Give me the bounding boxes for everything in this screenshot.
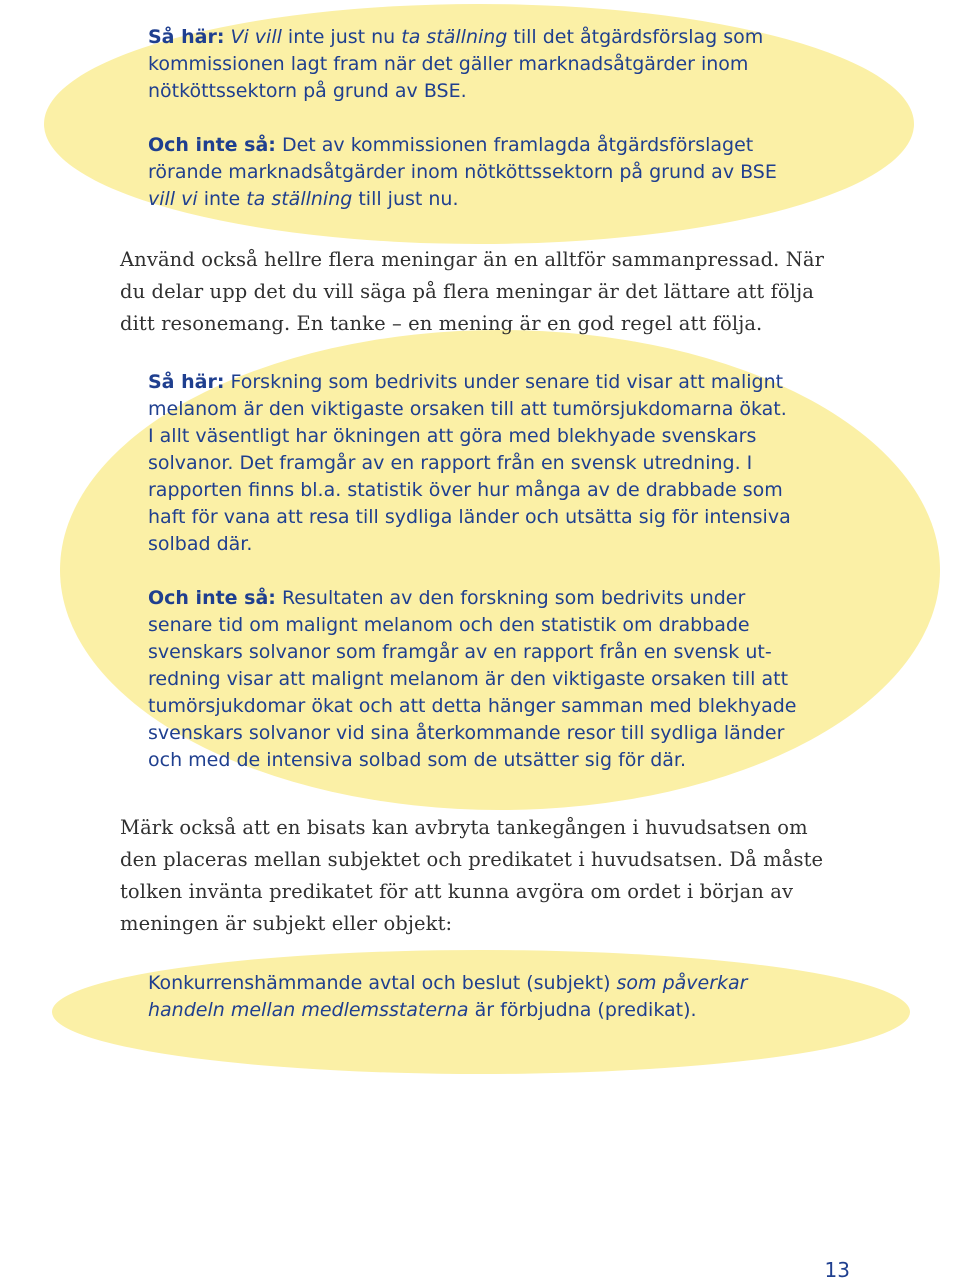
body-line: ditt resonemang. En tanke – en mening är en god regel att följa. (120, 312, 763, 335)
example-line (148, 24, 763, 51)
italic-text: som påverkar (616, 972, 748, 994)
text: till just nu. (352, 188, 459, 210)
example-line: kommissionen lagt fram när det gäller marknadsåtgärder inom (148, 53, 749, 75)
example-line: senare tid om malignt melanom och den statistik om drabbade (148, 614, 750, 636)
text: är förbjudna (predikat). (468, 999, 697, 1021)
italic-text: vill vi (148, 188, 198, 210)
example-line: melanom är den viktigaste orsaken till att tumörsjukdomarna ökat. (148, 398, 787, 420)
example-line: nötköttssektorn på grund av BSE. (148, 80, 467, 102)
italic-text: handeln mellan medlemsstaterna (148, 999, 469, 1021)
example-label: Och inte så: (148, 134, 276, 156)
body-paragraph-1 (120, 244, 824, 340)
example-line: och med de intensiva solbad som de utsätter sig för där. (148, 749, 687, 771)
example-subject-predicate (148, 970, 748, 1024)
example-line: svenskars solvanor vid sina återkommande resor till sydliga länder (148, 722, 785, 744)
page-number: 13 (824, 1258, 850, 1282)
example-line: redning visar att malignt melanom är den viktigaste orsaken till att (148, 668, 789, 690)
example-line (148, 369, 791, 396)
example-line: svenskars solvanor som framgår av en rapport från en svensk ut- (148, 641, 772, 663)
example-label: Så här: (148, 26, 225, 48)
italic-text: Vi vill (230, 26, 282, 48)
example-line (148, 970, 748, 997)
body-line: Använd också hellre flera meningar än en alltför sammanpressad. När (120, 248, 825, 271)
example-good-1 (148, 24, 763, 105)
example-line: I allt väsentligt har ökningen att göra med blekhyade svenskars (148, 425, 757, 447)
example-line (148, 186, 777, 213)
body-line: meningen är subjekt eller objekt: (120, 912, 453, 935)
example-line: rörande marknadsåtgärder inom nötköttssektorn på grund av BSE (148, 161, 777, 183)
text: till det åtgärdsförslag som (507, 26, 764, 48)
example-line: solbad där. (148, 533, 253, 555)
text: inte (197, 188, 247, 210)
example-line (148, 132, 777, 159)
example-line (148, 585, 796, 612)
body-line: du delar upp det du vill säga på flera meningar är det lättare att följa (120, 280, 814, 303)
example-label: Och inte så: (148, 587, 276, 609)
example-good-2 (148, 369, 791, 558)
text: Konkurrenshämmande avtal och beslut (subjekt) (148, 972, 617, 994)
example-bad-2 (148, 585, 796, 774)
example-bad-1 (148, 132, 777, 213)
body-line: den placeras mellan subjektet och predikatet i huvudsatsen. Då måste (120, 848, 824, 871)
body-line: tolken invänta predikatet för att kunna avgöra om ordet i början av (120, 880, 794, 903)
italic-text: ta ställning (246, 188, 353, 210)
text: Resultaten av den forskning som bedrivits under (275, 587, 746, 609)
example-label: Så här: (148, 371, 225, 393)
example-line: tumörsjukdomar ökat och att detta hänger samman med blekhyade (148, 695, 797, 717)
example-line: solvanor. Det framgår av en rapport från en svensk utredning. I (148, 452, 753, 474)
body-line: Märk också att en bisats kan avbryta tankegången i huvudsatsen om (120, 816, 808, 839)
example-line (148, 997, 748, 1024)
text: Forskning som bedrivits under senare tid visar att malignt (224, 371, 784, 393)
italic-text: ta ställning (401, 26, 508, 48)
text: inte just nu (281, 26, 402, 48)
body-paragraph-2 (120, 812, 823, 940)
example-line: rapporten finns bl.a. statistik över hur många av de drabbade som (148, 479, 783, 501)
example-line: haft för vana att resa till sydliga länder och utsätta sig för intensiva (148, 506, 791, 528)
text: Det av kommissionen framlagda åtgärdsförslaget (275, 134, 754, 156)
